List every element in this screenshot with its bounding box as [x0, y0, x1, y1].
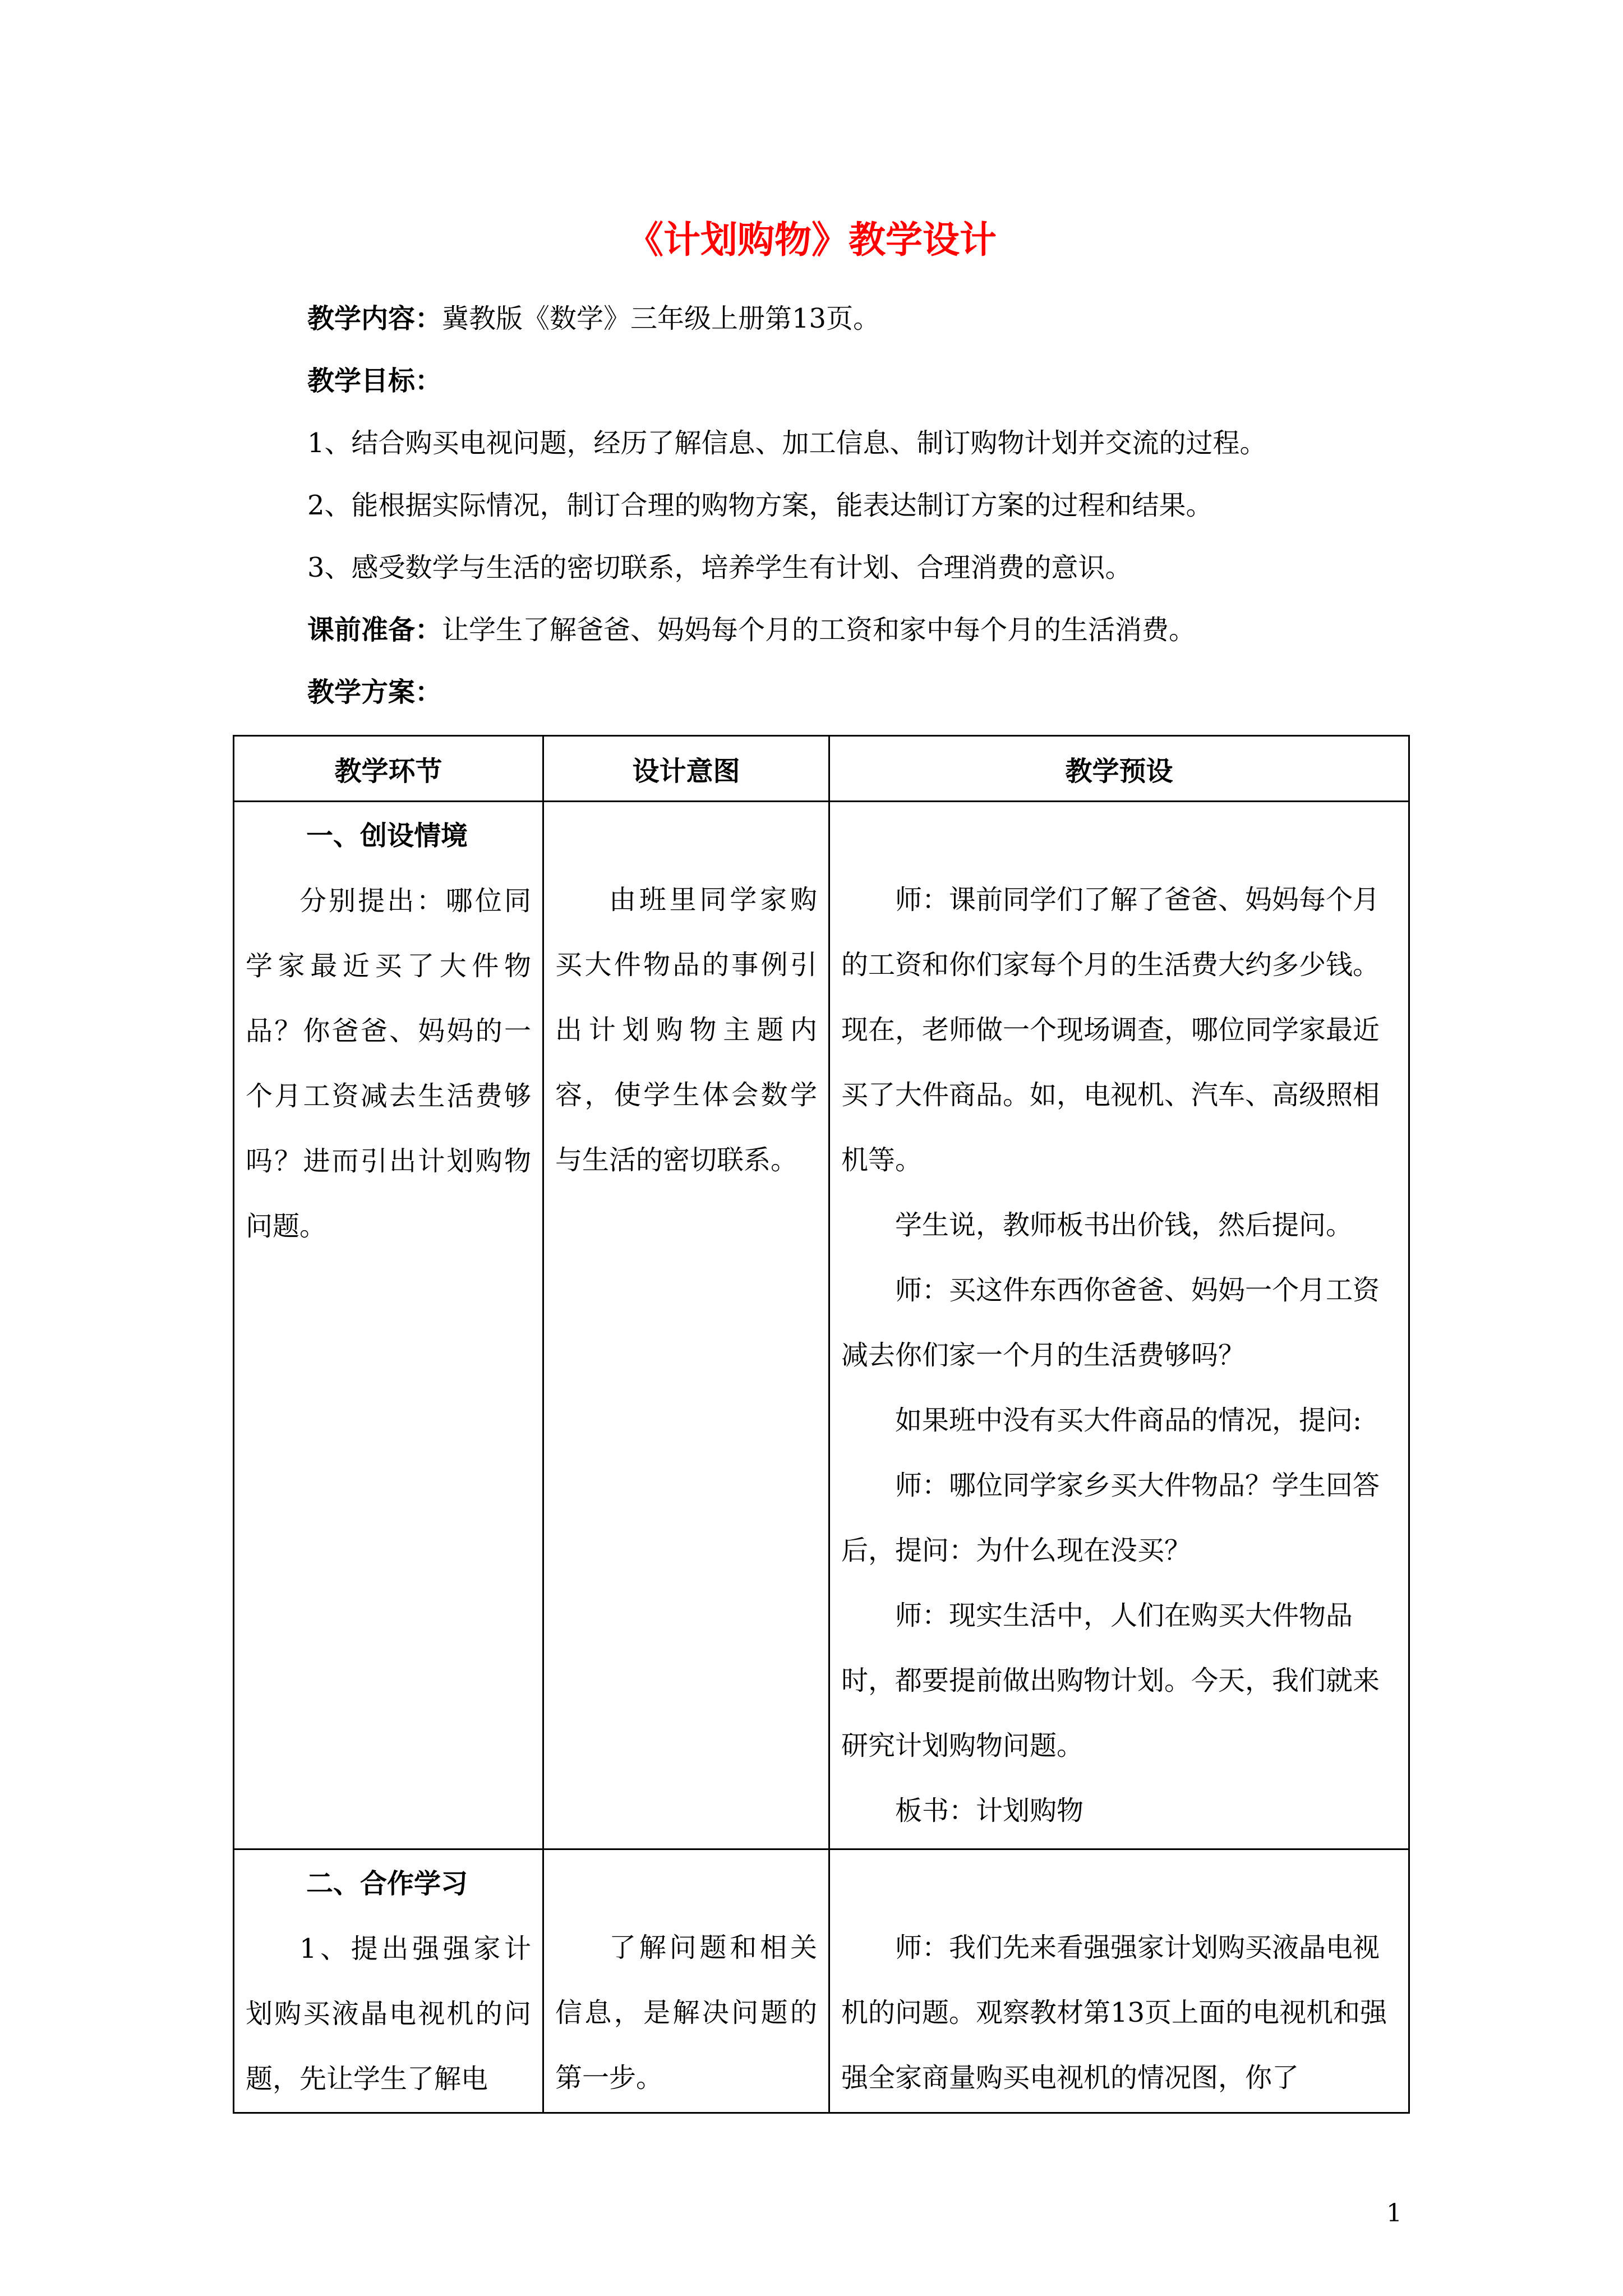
header-intent: 设计意图 [543, 736, 829, 802]
plan-label [307, 674, 1429, 710]
objective-item: 1、结合购买电视问题，经历了解信息、加工信息、制订购物计划并交流的过程。 [307, 427, 1267, 459]
stage-cell [234, 1849, 543, 2113]
document-title: 《计划购物》教学设计 [626, 218, 997, 261]
preset-paragraph: 如果班中没有买大件商品的情况，提问: [895, 1405, 1362, 1436]
page-number: 1 [1386, 2199, 1402, 2228]
header-stage: 教学环节 [234, 736, 543, 802]
stage-text: 分别提出：哪位同学家最近买了大件物品？你爸爸、妈妈的一个月工资减去生活费够吗？进而引出计划购物问题。 [246, 885, 531, 1242]
teaching-content-text: 冀教版《数学》三年级上册第13页。 [442, 303, 880, 334]
teaching-content-label: 教学内容： [307, 303, 442, 334]
teaching-plan-table [233, 735, 1410, 2114]
preparation-text: 让学生了解爸爸、妈妈每个月的工资和家中每个月的生活消费。 [442, 614, 1196, 646]
objective-item: 2、能根据实际情况，制订合理的购物方案，能表达制订方案的过程和结果。 [307, 490, 1213, 521]
stage-text: 1、提出强强家计划购买液晶电视机的问题，先让学生了解电 [246, 1933, 531, 2095]
stage-cell [234, 802, 543, 1849]
table-header-row [234, 736, 1409, 802]
intent-cell [543, 1849, 829, 2113]
stage-title: 二、合作学习 [306, 1868, 468, 1899]
table-row [234, 1849, 1409, 2113]
table-row [234, 802, 1409, 1849]
preparation-label: 课前准备： [307, 614, 442, 646]
preset-paragraph: 板书：计划购物 [895, 1795, 1084, 1826]
preset-paragraph: 师：哪位同学家乡买大件物品？学生回答后，提问：为什么现在没买？ [841, 1470, 1380, 1566]
preset-cell [829, 802, 1409, 1849]
preset-paragraph: 师：买这件东西你爸爸、妈妈一个月工资减去你们家一个月的生活费够吗？ [841, 1274, 1380, 1371]
preset-paragraph: 师：我们先来看强强家计划购买液晶电视机的问题。观察教材第13页上面的电视机和强强全家商量购买电视机的情况图，你了 [841, 1932, 1387, 2093]
preparation [307, 612, 1429, 648]
stage-title: 一、创设情境 [306, 820, 468, 852]
objectives-label-text: 教学目标： [307, 365, 442, 397]
preset-paragraph: 学生说，教师板书出价钱，然后提问。 [895, 1209, 1353, 1241]
teaching-content [307, 301, 1429, 337]
intent-cell [543, 802, 829, 1849]
plan-label-text: 教学方案： [307, 677, 442, 708]
preset-paragraph: 师：现实生活中，人们在购买大件物品时，都要提前做出购物计划。今天，我们就来研究计划购物问题。 [841, 1600, 1380, 1761]
intent-text: 了解问题和相关信息，是解决问题的第一步。 [555, 1932, 817, 2093]
header-preset: 教学预设 [829, 736, 1409, 802]
intent-text: 由班里同学家购买大件物品的事例引出计划购物主题内容，使学生体会数学与生活的密切联系。 [555, 884, 817, 1176]
objective-item: 3、感受数学与生活的密切联系，培养学生有计划、合理消费的意识。 [307, 552, 1132, 583]
objectives-label [307, 363, 1429, 399]
preset-cell [829, 1849, 1409, 2113]
preset-paragraph: 师：课前同学们了解了爸爸、妈妈每个月的工资和你们家每个月的生活费大约多少钱。现在，老师做一个现场调查，哪位同学家最近买了大件商品。如，电视机、汽车、高级照相机等。 [841, 884, 1380, 1176]
